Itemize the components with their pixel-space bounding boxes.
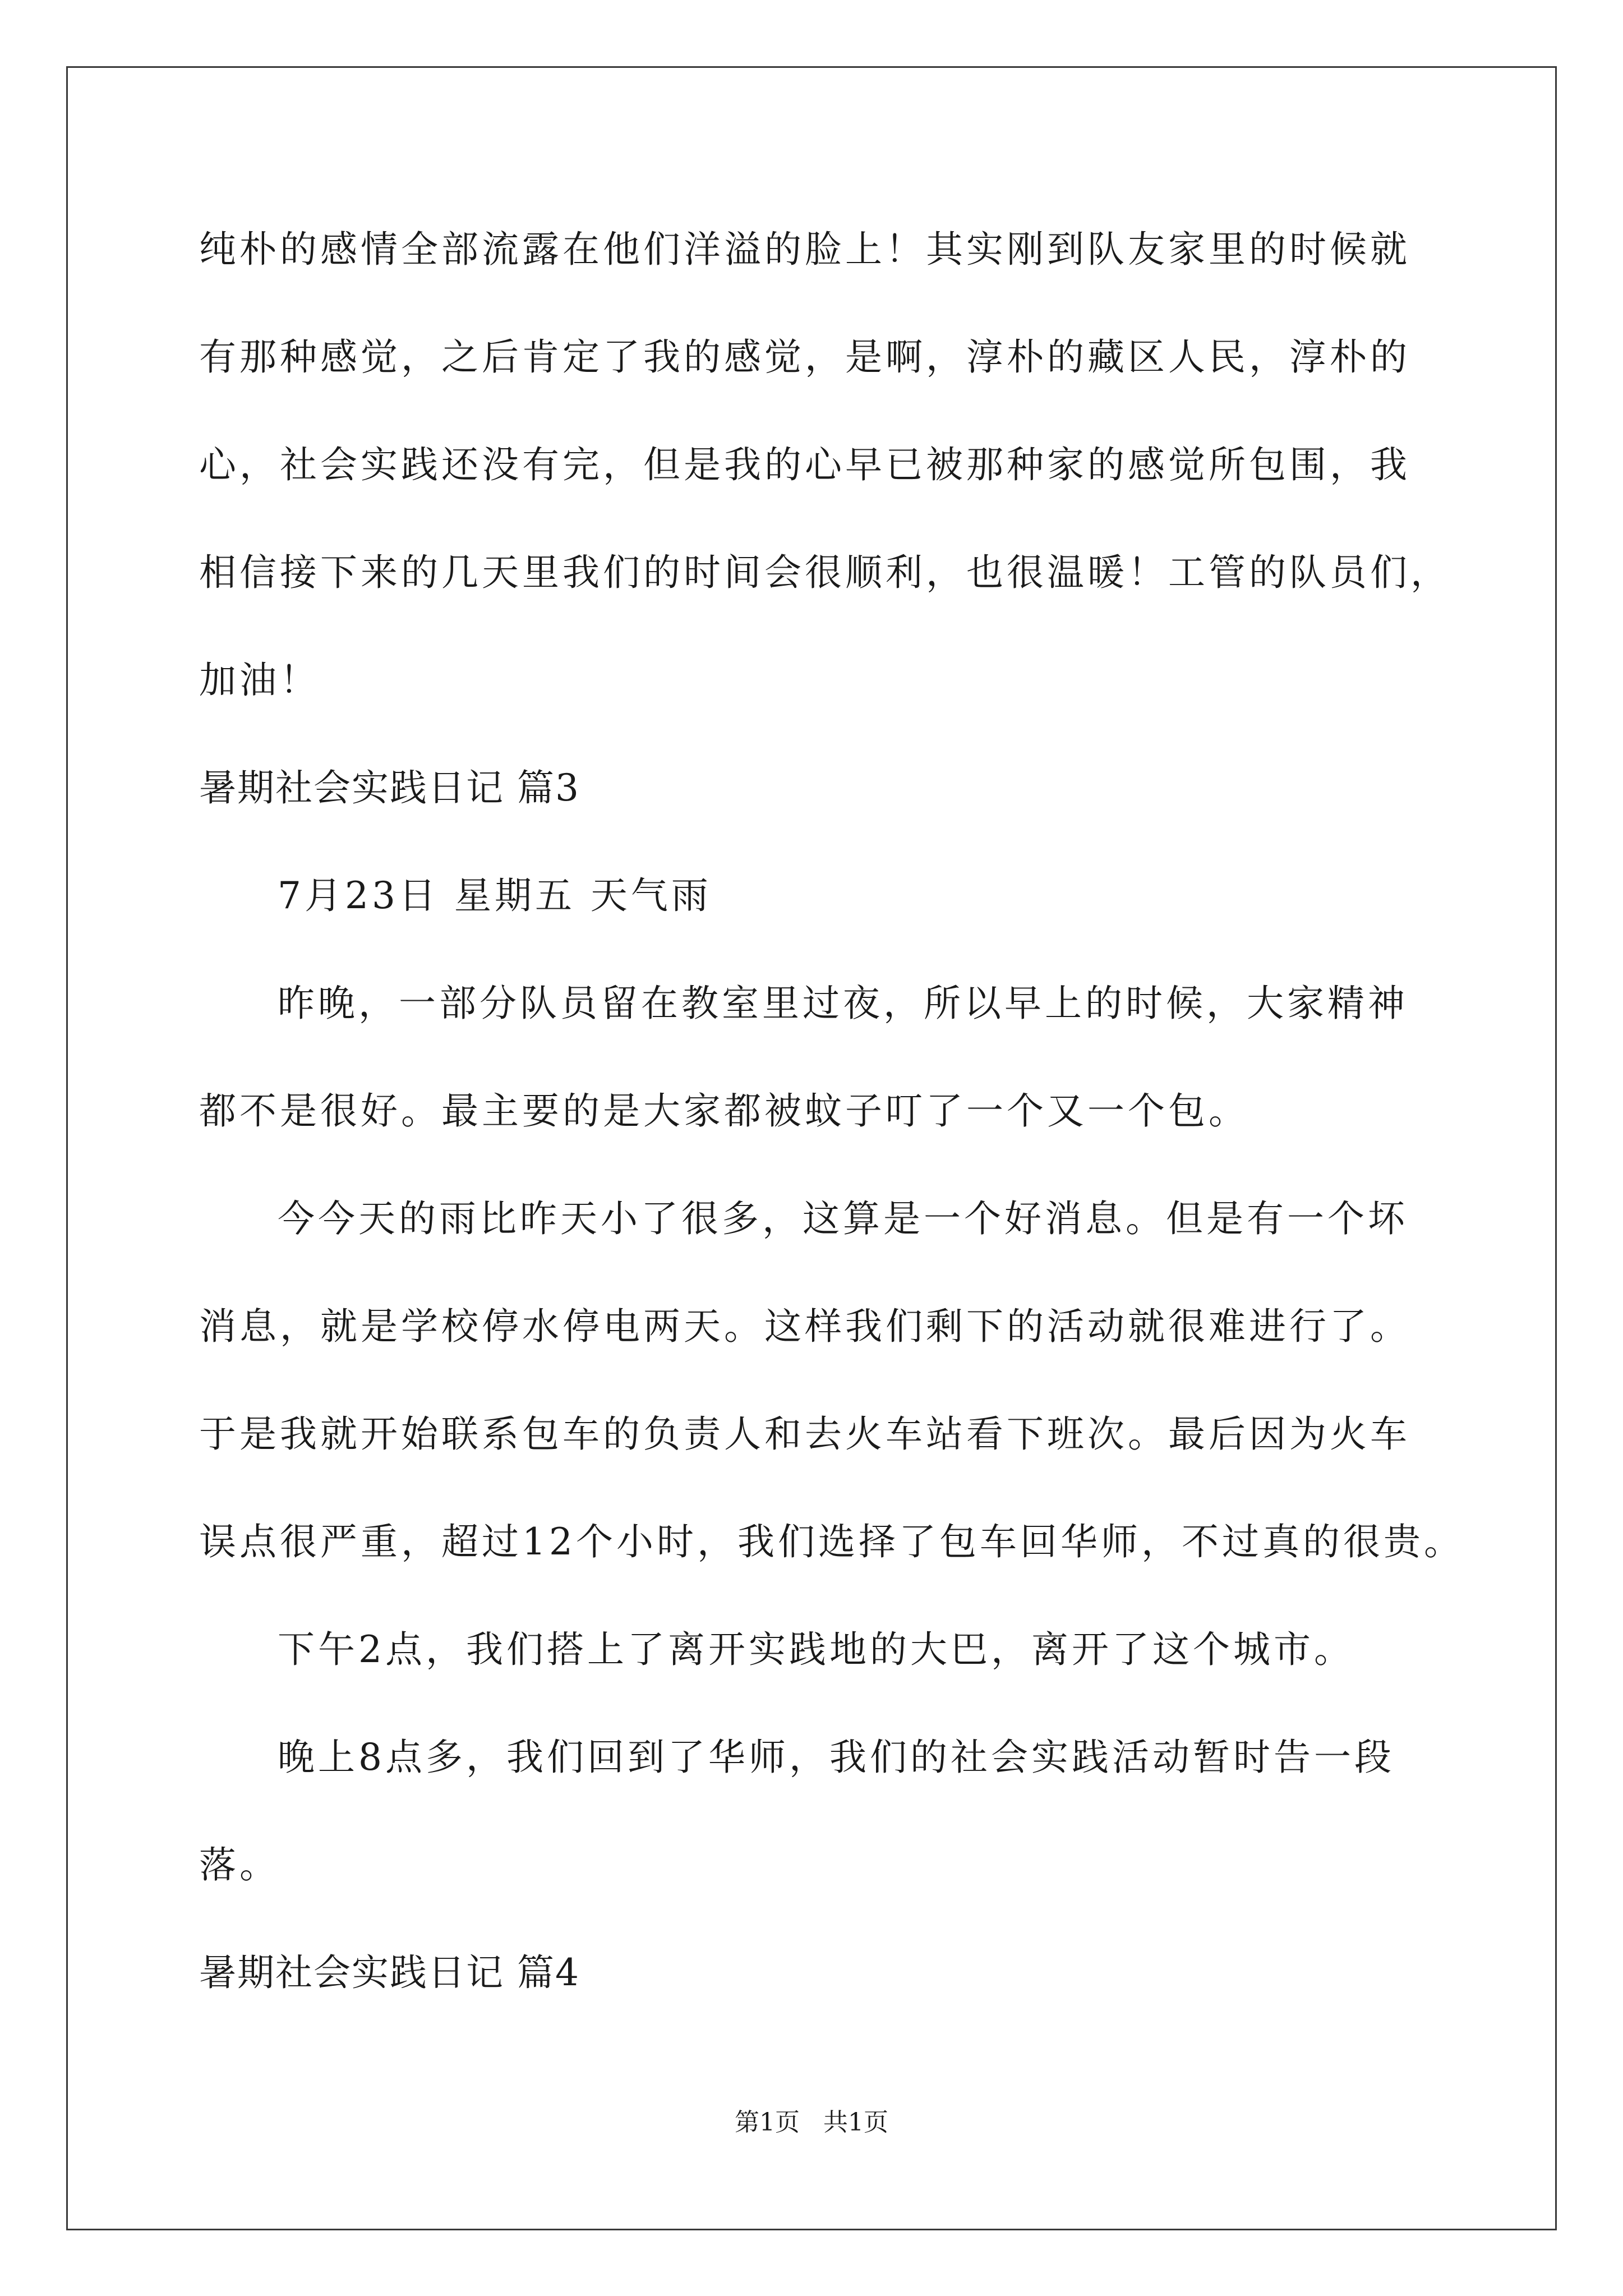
paragraph-line: 加油！ xyxy=(199,659,320,702)
paragraph-line: 昨晚，一部分队员留在教室里过夜，所以早上的时候，大家精神 xyxy=(278,982,1408,1025)
section-heading: 暑期社会实践日记 篇4 xyxy=(199,1951,580,1994)
paragraph-line: 都不是很好。最主要的是大家都被蚊子叮了一个又一个包。 xyxy=(199,1089,1249,1133)
paragraph-line: 今今天的雨比昨天小了很多，这算是一个好消息。但是有一个坏 xyxy=(278,1197,1408,1240)
paragraph-line: 于是我就开始联系包车的负责人和去火车站看下班次。最后因为火车 xyxy=(199,1412,1410,1456)
date-line: 7月23日 星期五 天气雨 xyxy=(278,874,712,917)
section-heading: 暑期社会实践日记 篇3 xyxy=(199,766,580,809)
page-footer: 第1页 共1页 xyxy=(735,2108,888,2137)
paragraph-line: 纯朴的感情全部流露在他们洋溢的脸上！其实刚到队友家里的时候就 xyxy=(199,228,1410,271)
paragraph-line: 消息，就是学校停水停电两天。这样我们剩下的活动就很难进行了。 xyxy=(199,1305,1410,1348)
paragraph-line: 心，社会实践还没有完，但是我的心早已被那种家的感觉所包围，我 xyxy=(199,443,1410,486)
page-border xyxy=(66,66,1557,2230)
paragraph-line: 误点很严重，超过12个小时，我们选择了包车回华师，不过真的很贵。 xyxy=(199,1520,1464,1563)
paragraph-line: 落。 xyxy=(199,1843,280,1887)
paragraph-line: 相信接下来的几天里我们的时间会很顺利，也很温暖！工管的队员们， xyxy=(199,551,1451,594)
paragraph-line: 有那种感觉，之后肯定了我的感觉，是啊，淳朴的藏区人民，淳朴的 xyxy=(199,335,1410,379)
paragraph-line: 晚上8点多，我们回到了华师，我们的社会实践活动暂时告一段 xyxy=(278,1736,1395,1779)
paragraph-line: 下午2点，我们搭上了离开实践地的大巴，离开了这个城市。 xyxy=(278,1628,1354,1671)
